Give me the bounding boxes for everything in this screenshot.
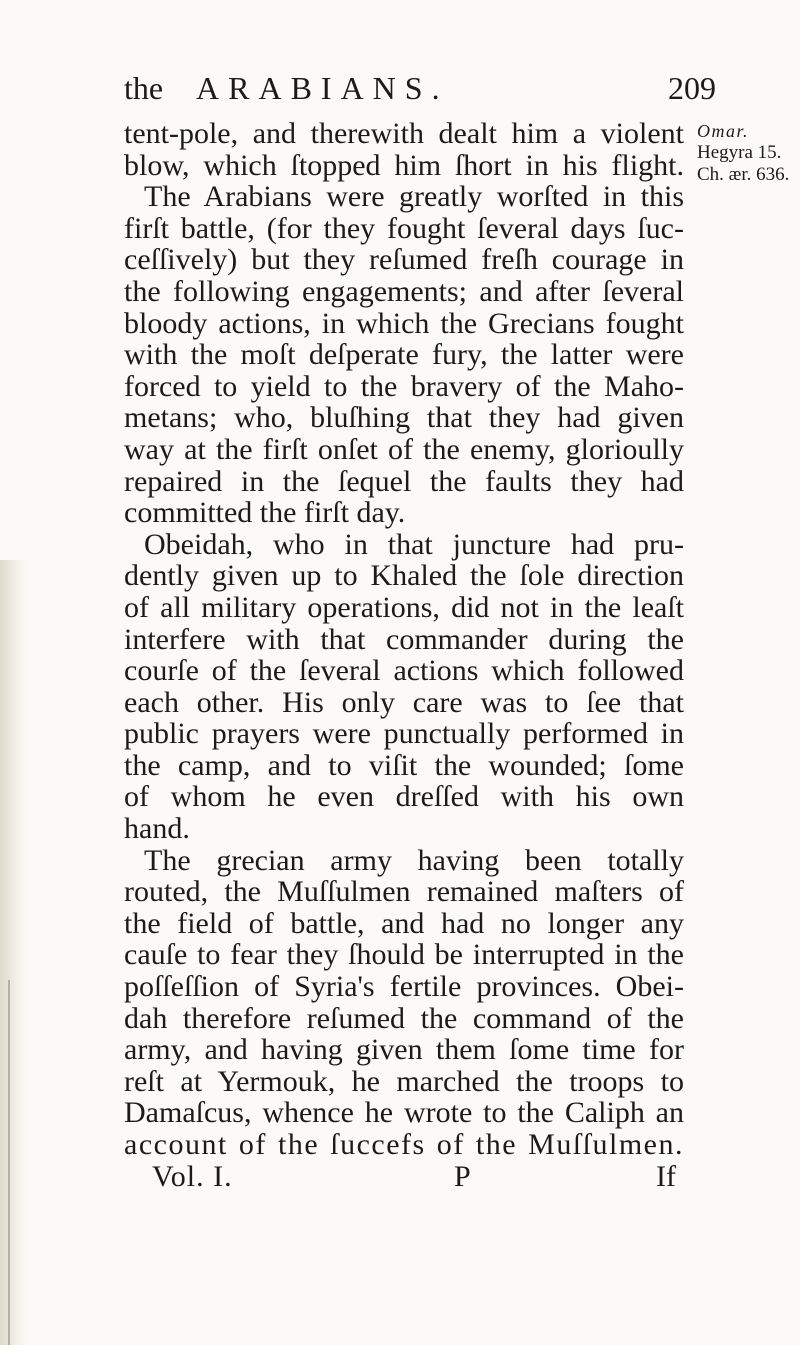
text-line: tent-pole, and therewith dealt him a violent xyxy=(124,117,684,150)
page-gutter-shadow xyxy=(0,560,26,1345)
text-line: each other. His only care was to ſee that xyxy=(124,685,684,719)
text-line: committed the firſt day. xyxy=(124,496,406,530)
text-line: dah therefore reſumed the command of the xyxy=(124,1001,684,1035)
signature-mark: P xyxy=(454,1159,471,1193)
text-line: interfere with that commander during the xyxy=(124,622,684,656)
volume-label: Vol. I. xyxy=(152,1159,233,1193)
text-line: poſſeſſion of Syria's fertile provinces. Obei- xyxy=(124,970,684,1004)
margin-note xyxy=(697,120,797,186)
text-line: hand. xyxy=(124,812,190,846)
margin-note-line: Ch. ær. 636. xyxy=(697,164,790,185)
text-line: the camp, and to viſit the wounded; ſome xyxy=(124,748,684,782)
text-line: Obeidah, who in that juncture had pru- xyxy=(144,527,684,561)
text-line: of all military operations, did not in the leaſt xyxy=(124,590,684,624)
text-line: forced to yield to the bravery of the Maho- xyxy=(124,369,684,403)
text-line: the field of battle, and had no longer any xyxy=(124,906,684,940)
text-line: cauſe to fear they ſhould be interrupted in the xyxy=(124,938,684,972)
text-line: courſe of the ſeveral actions which followed xyxy=(124,654,684,688)
footer-line xyxy=(124,1161,684,1193)
text-line: way at the firſt onſet of the enemy, glorioully xyxy=(124,432,684,466)
text-line: metans; who, bluſhing that they had given xyxy=(124,401,684,435)
text-line: the following engagements; and after ſeveral xyxy=(124,274,684,308)
text-line: firſt battle, (for they fought ſeveral days ſuc- xyxy=(124,211,684,245)
catchword: If xyxy=(656,1159,676,1193)
text-line: repaired in the ſequel the faults they had xyxy=(124,464,684,498)
text-line: The grecian army having been totally xyxy=(144,843,684,877)
text-line: Damaſcus, whence he wrote to the Caliph an xyxy=(124,1096,684,1130)
text-line: reſt at Yermouk, he marched the troops to xyxy=(124,1064,684,1098)
margin-note-line: Hegyra 15. xyxy=(697,142,782,163)
gutter-edge-line xyxy=(8,980,10,1345)
text-line: account of the ſuccefs of the Muſſulmen. xyxy=(124,1128,684,1161)
body-text xyxy=(124,118,684,1192)
running-head-title: ARABIANS. xyxy=(196,70,449,106)
text-line: ceſſively) but they reſumed freſh courage in xyxy=(124,243,684,277)
text-line: The Arabians were greatly worſted in this xyxy=(144,180,684,214)
text-line: army, and having given them ſome time for xyxy=(124,1033,684,1067)
text-line: bloody actions, in which the Grecians fought xyxy=(124,306,684,340)
text-line: blow, which ſtopped him ſhort in his flight. xyxy=(124,148,684,182)
text-line: routed, the Muſſulmen remained maſters of xyxy=(124,875,684,909)
text-line: public prayers were punctually performed in xyxy=(124,717,684,751)
margin-note-line: Omar. xyxy=(697,121,750,141)
running-head xyxy=(124,68,716,114)
text-line: with the moſt deſperate fury, the latter were xyxy=(124,338,684,372)
text-line: of whom he even dreſſed with his own xyxy=(124,780,684,814)
page-number: 209 xyxy=(668,70,716,106)
text-line: dently given up to Khaled the ſole direction xyxy=(124,559,684,593)
running-head-word: the xyxy=(124,70,164,106)
